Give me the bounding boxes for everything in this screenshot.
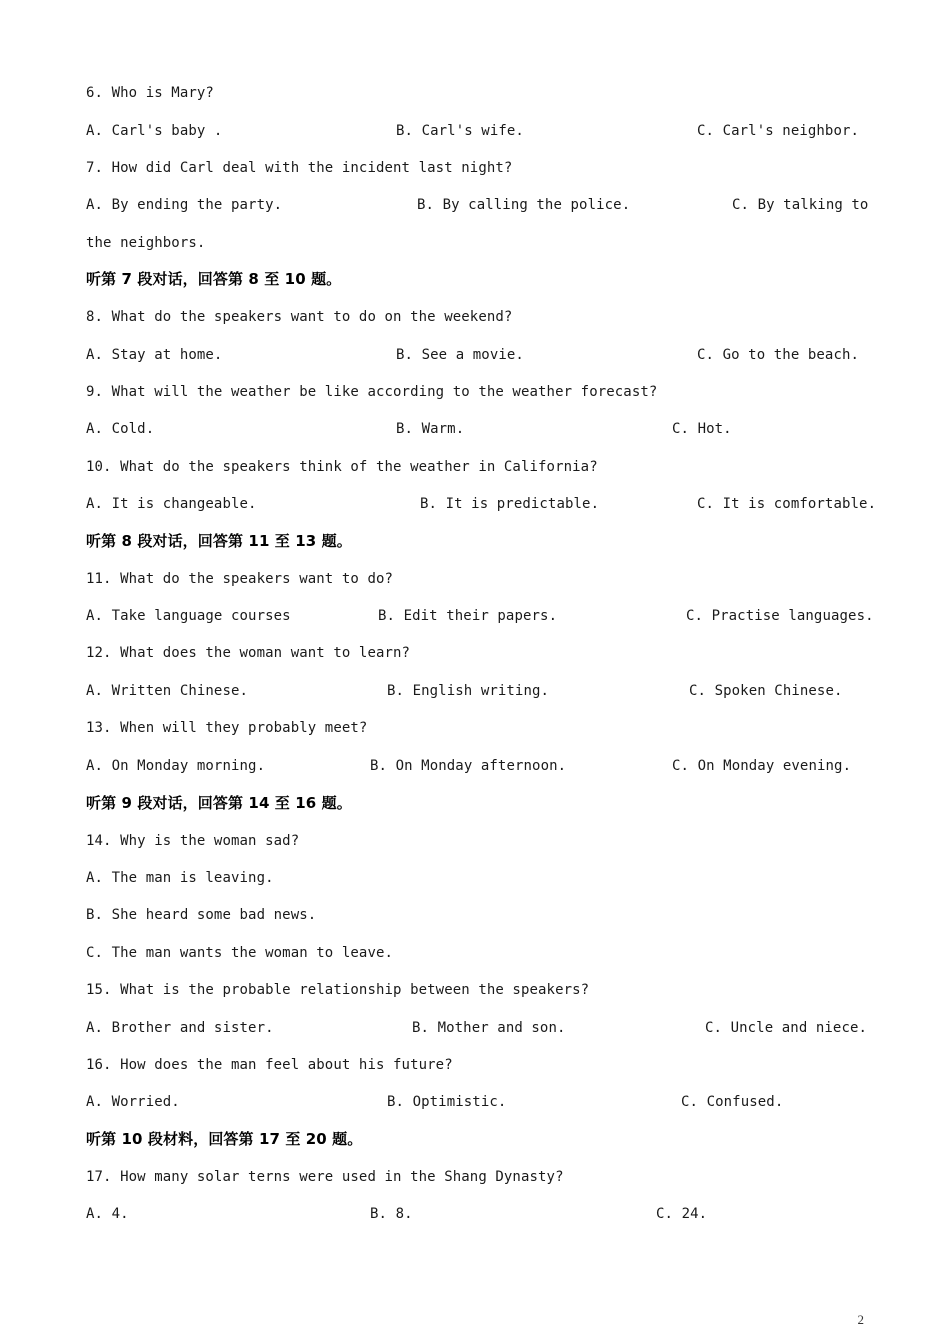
- q11-option-a: A. Take language courses: [86, 608, 291, 624]
- q13-option-b: B. On Monday afternoon.: [370, 758, 567, 774]
- question-7: 7. How did Carl deal with the incident last night?: [86, 160, 513, 176]
- q7-option-c-continued: the neighbors.: [86, 235, 206, 251]
- q11-option-c: C. Practise languages.: [686, 608, 874, 624]
- question-16: 16. How does the man feel about his future?: [86, 1057, 453, 1073]
- question-6: 6. Who is Mary?: [86, 85, 214, 101]
- q8-option-a: A. Stay at home.: [86, 347, 223, 363]
- q14-option-a: A. The man is leaving.: [86, 870, 274, 886]
- q16-option-b: B. Optimistic.: [387, 1094, 507, 1110]
- q6-option-a: A. Carl's baby .: [86, 123, 223, 139]
- q9-option-a: A. Cold.: [86, 421, 155, 437]
- q15-option-c: C. Uncle and niece.: [705, 1020, 868, 1036]
- page-number: 2: [857, 1312, 864, 1327]
- q13-option-a: A. On Monday morning.: [86, 758, 266, 774]
- q8-option-c: C. Go to the beach.: [697, 347, 860, 363]
- question-11: 11. What do the speakers want to do?: [86, 571, 394, 587]
- q17-option-b: B. 8.: [370, 1206, 413, 1222]
- section-heading-7: 听第 7 段对话，回答第 8 至 10 题。: [86, 270, 342, 288]
- q7-option-a: A. By ending the party.: [86, 197, 283, 213]
- q9-option-b: B. Warm.: [396, 421, 465, 437]
- q10-option-a: A. It is changeable.: [86, 496, 257, 512]
- question-9: 9. What will the weather be like according to the weather forecast?: [86, 384, 658, 400]
- question-8: 8. What do the speakers want to do on the weekend?: [86, 309, 513, 325]
- q9-option-c: C. Hot.: [672, 421, 732, 437]
- q13-option-c: C. On Monday evening.: [672, 758, 852, 774]
- section-heading-8: 听第 8 段对话，回答第 11 至 13 题。: [86, 532, 352, 550]
- q16-option-c: C. Confused.: [681, 1094, 784, 1110]
- q17-option-c: C. 24.: [656, 1206, 708, 1222]
- q10-option-b: B. It is predictable.: [420, 496, 600, 512]
- q10-option-c: C. It is comfortable.: [697, 496, 877, 512]
- question-10: 10. What do the speakers think of the weather in California?: [86, 459, 598, 475]
- q14-option-b: B. She heard some bad news.: [86, 907, 317, 923]
- q7-option-c: C. By talking to: [732, 197, 869, 213]
- q6-option-b: B. Carl's wife.: [396, 123, 524, 139]
- q16-option-a: A. Worried.: [86, 1094, 180, 1110]
- question-13: 13. When will they probably meet?: [86, 720, 368, 736]
- q6-option-c: C. Carl's neighbor.: [697, 123, 860, 139]
- q17-option-a: A. 4.: [86, 1206, 129, 1222]
- question-12: 12. What does the woman want to learn?: [86, 645, 411, 661]
- q8-option-b: B. See a movie.: [396, 347, 524, 363]
- q14-option-c: C. The man wants the woman to leave.: [86, 945, 394, 961]
- q12-option-c: C. Spoken Chinese.: [689, 683, 843, 699]
- question-17: 17. How many solar terns were used in the Shang Dynasty?: [86, 1169, 564, 1185]
- q12-option-b: B. English writing.: [387, 683, 550, 699]
- q15-option-b: B. Mother and son.: [412, 1020, 566, 1036]
- question-14: 14. Why is the woman sad?: [86, 833, 300, 849]
- section-heading-9: 听第 9 段对话，回答第 14 至 16 题。: [86, 794, 352, 812]
- q7-option-b: B. By calling the police.: [417, 197, 631, 213]
- q12-option-a: A. Written Chinese.: [86, 683, 249, 699]
- question-15: 15. What is the probable relationship between the speakers?: [86, 982, 590, 998]
- section-heading-10: 听第 10 段材料，回答第 17 至 20 题。: [86, 1130, 363, 1148]
- q11-option-b: B. Edit their papers.: [378, 608, 558, 624]
- q15-option-a: A. Brother and sister.: [86, 1020, 274, 1036]
